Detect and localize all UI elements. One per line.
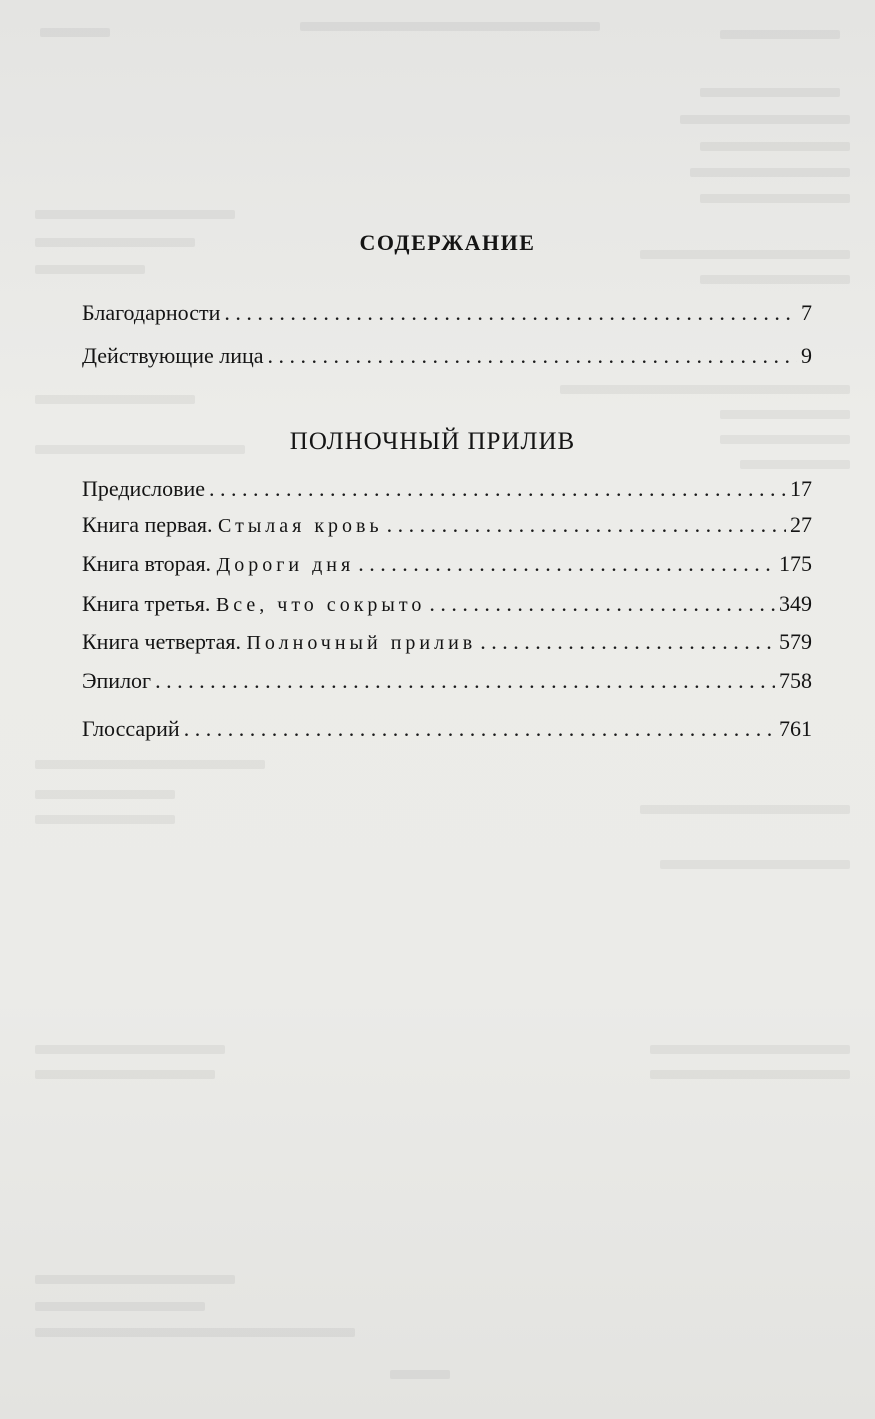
toc-entry-page: 7 [801,300,812,325]
leader-dots [184,716,775,742]
leader-dots [358,551,775,577]
book-subtitle: Дороги дня [216,554,355,576]
toc-entry-page: 27 [790,512,812,537]
toc-entry-preface[interactable] [82,476,812,508]
book-subtitle: Стылая кровь [218,515,383,537]
toc-entry-title: Книга вторая. Дороги дня [82,551,355,576]
contents-heading: СОДЕРЖАНИЕ [359,230,536,255]
toc-entry-epilogue[interactable] [82,668,812,700]
leader-dots [268,343,797,369]
leader-dots [155,668,775,694]
toc-entry-glossary[interactable] [82,716,812,748]
leader-dots [480,629,775,655]
toc-entry-page: 175 [779,551,812,576]
toc-entry-page: 579 [779,629,812,654]
section-title: ПОЛНОЧНЫЙ ПРИЛИВ [289,428,576,455]
toc-entry-book-two[interactable] [82,551,812,583]
book-subtitle: Полночный прилив [246,632,477,654]
toc-entry-page: 17 [790,476,812,501]
toc-entry-title: Эпилог [82,668,152,693]
toc-entry-page: 9 [801,343,812,368]
toc-entry-page: 349 [779,591,812,616]
leader-dots [429,591,775,617]
toc-entry-book-four[interactable] [82,629,812,661]
toc-entry-page: 761 [779,716,812,741]
toc-entry-acknowledgements[interactable] [82,300,812,332]
toc-entry-title: Действующие лица [82,343,264,368]
leader-dots [387,512,786,538]
toc-entry-book-one[interactable] [82,512,812,544]
toc-entry-page: 758 [779,668,812,693]
toc-entry-title: Книга третья. Все, что сокрыто [82,591,426,616]
toc-entry-characters[interactable] [82,343,812,375]
toc-entry-title: Глоссарий [82,716,180,741]
toc-entry-book-three[interactable] [82,591,812,623]
leader-dots [209,476,786,502]
toc-entry-title: Книга первая. Стылая кровь [82,512,383,537]
toc-entry-title: Предисловие [82,476,205,501]
toc-entry-title: Благодарности [82,300,221,325]
toc-entry-title: Книга четвертая. Полночный прилив [82,629,477,654]
book-subtitle: Все, что сокрыто [215,594,426,616]
leader-dots [224,300,797,326]
